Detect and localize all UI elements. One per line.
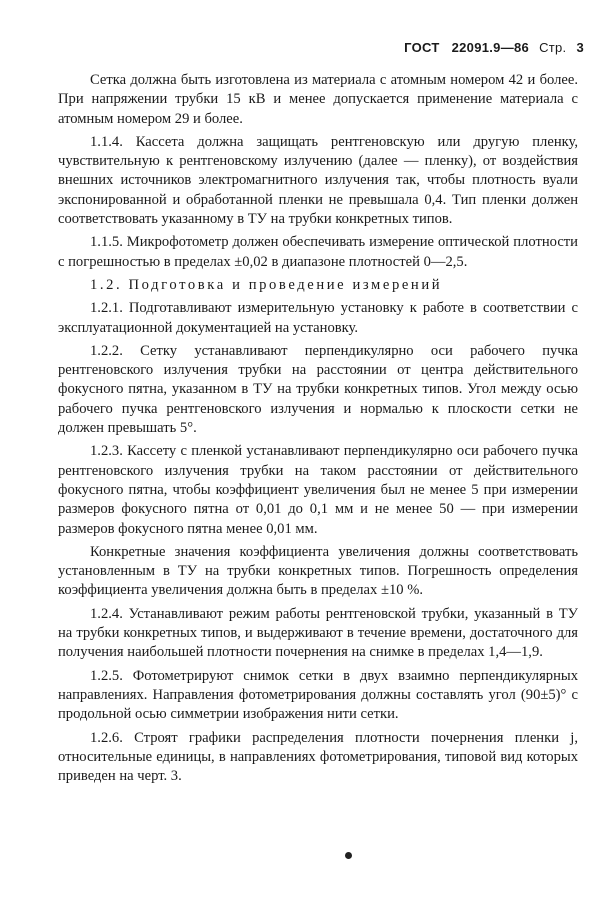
paragraph-1-2-6: 1.2.6. Строят графики распределения плотности почернения пленки j, относительные единицы, в направлениях фотометрирования, типовой вид которых приведен на черт. 3.	[58, 729, 578, 785]
paragraph-1-2-5: 1.2.5. Фотометрируют снимок сетки в двух взаимно перпендикулярных направлениях. Направления фотометрирования должны составлять угол (90±5)° с продольной осью симметрии изображения нити сетки.	[58, 667, 578, 723]
ink-dot	[345, 852, 352, 859]
section-heading-1-2: 1.2. Подготовка и проведение измерений	[90, 276, 443, 293]
page-number: 3	[576, 40, 584, 55]
page-header	[404, 40, 584, 55]
standard-label: ГОСТ	[404, 40, 440, 55]
page-label: Стр.	[539, 40, 567, 55]
paragraph-magnification: Конкретные значения коэффициента увеличения должны соответствовать установленным в ТУ на трубки конкретных типов. Погрешность определения коэффициента увеличения должна быть в пределах ±10 %.	[58, 543, 578, 599]
paragraph-1-2-3: 1.2.3. Кассету с пленкой устанавливают перпендикулярно оси рабочего пучка рентгеновского излучения трубки на таком расстоянии от действительного фокусного пятна, чтобы коэффициент увеличения был не менее 5 при измерении размеров фокусного пятна от 0,01 до 0,1 мм и не менее 50 — при измерении размеров фокусного пятна менее 0,01 мм.	[58, 443, 578, 537]
paragraph-grid-material: Сетка должна быть изготовлена из материала с атомным номером 42 и более. При напряжении трубки 15 кВ и менее допускается применение материала с атомным номером 29 и более.	[58, 72, 578, 127]
paragraph-1-2-1: 1.2.1. Подготавливают измерительную установку к работе в соответствии с эксплуатационной документацией на установку.	[58, 300, 578, 336]
standard-number: 22091.9—86	[451, 40, 530, 55]
paragraph-1-2-4: 1.2.4. Устанавливают режим работы рентгеновской трубки, указанный в ТУ на трубки конкретных типов, и выдерживают в течение времени, достаточного для получения наибольшей плотности почернения на снимке в пределах 1,4—1,9.	[58, 605, 578, 661]
paragraph-1-2-2: 1.2.2. Сетку устанавливают перпендикулярно оси рабочего пучка рентгеновского излучения трубки на расстоянии от центра действительного фокусного пятна, указанном в ТУ на трубки конкретных типов. Угол между осью рабочего пучка рентгеновского излучения и нормалью к плоскости сетки не должен превышать 5°.	[58, 342, 578, 437]
body-text	[58, 71, 578, 790]
paragraph-1-1-4: 1.1.4. Кассета должна защищать рентгеновскую или другую пленку, чувствительную к рентгеновскому излучению (далее — пленку), от воздействия внешних источников электромагнитного излучения так, чтобы плотность вуали экспонированной и обработанной пленки не превышала 0,4. Тип пленки должен соответствовать указанному в ТУ на трубки конкретных типов.	[58, 133, 578, 228]
paragraph-1-1-5: 1.1.5. Микрофотометр должен обеспечивать измерение оптической плотности с погрешностью в пределах ±0,02 в диапазоне плотностей 0—2,5.	[58, 234, 578, 270]
